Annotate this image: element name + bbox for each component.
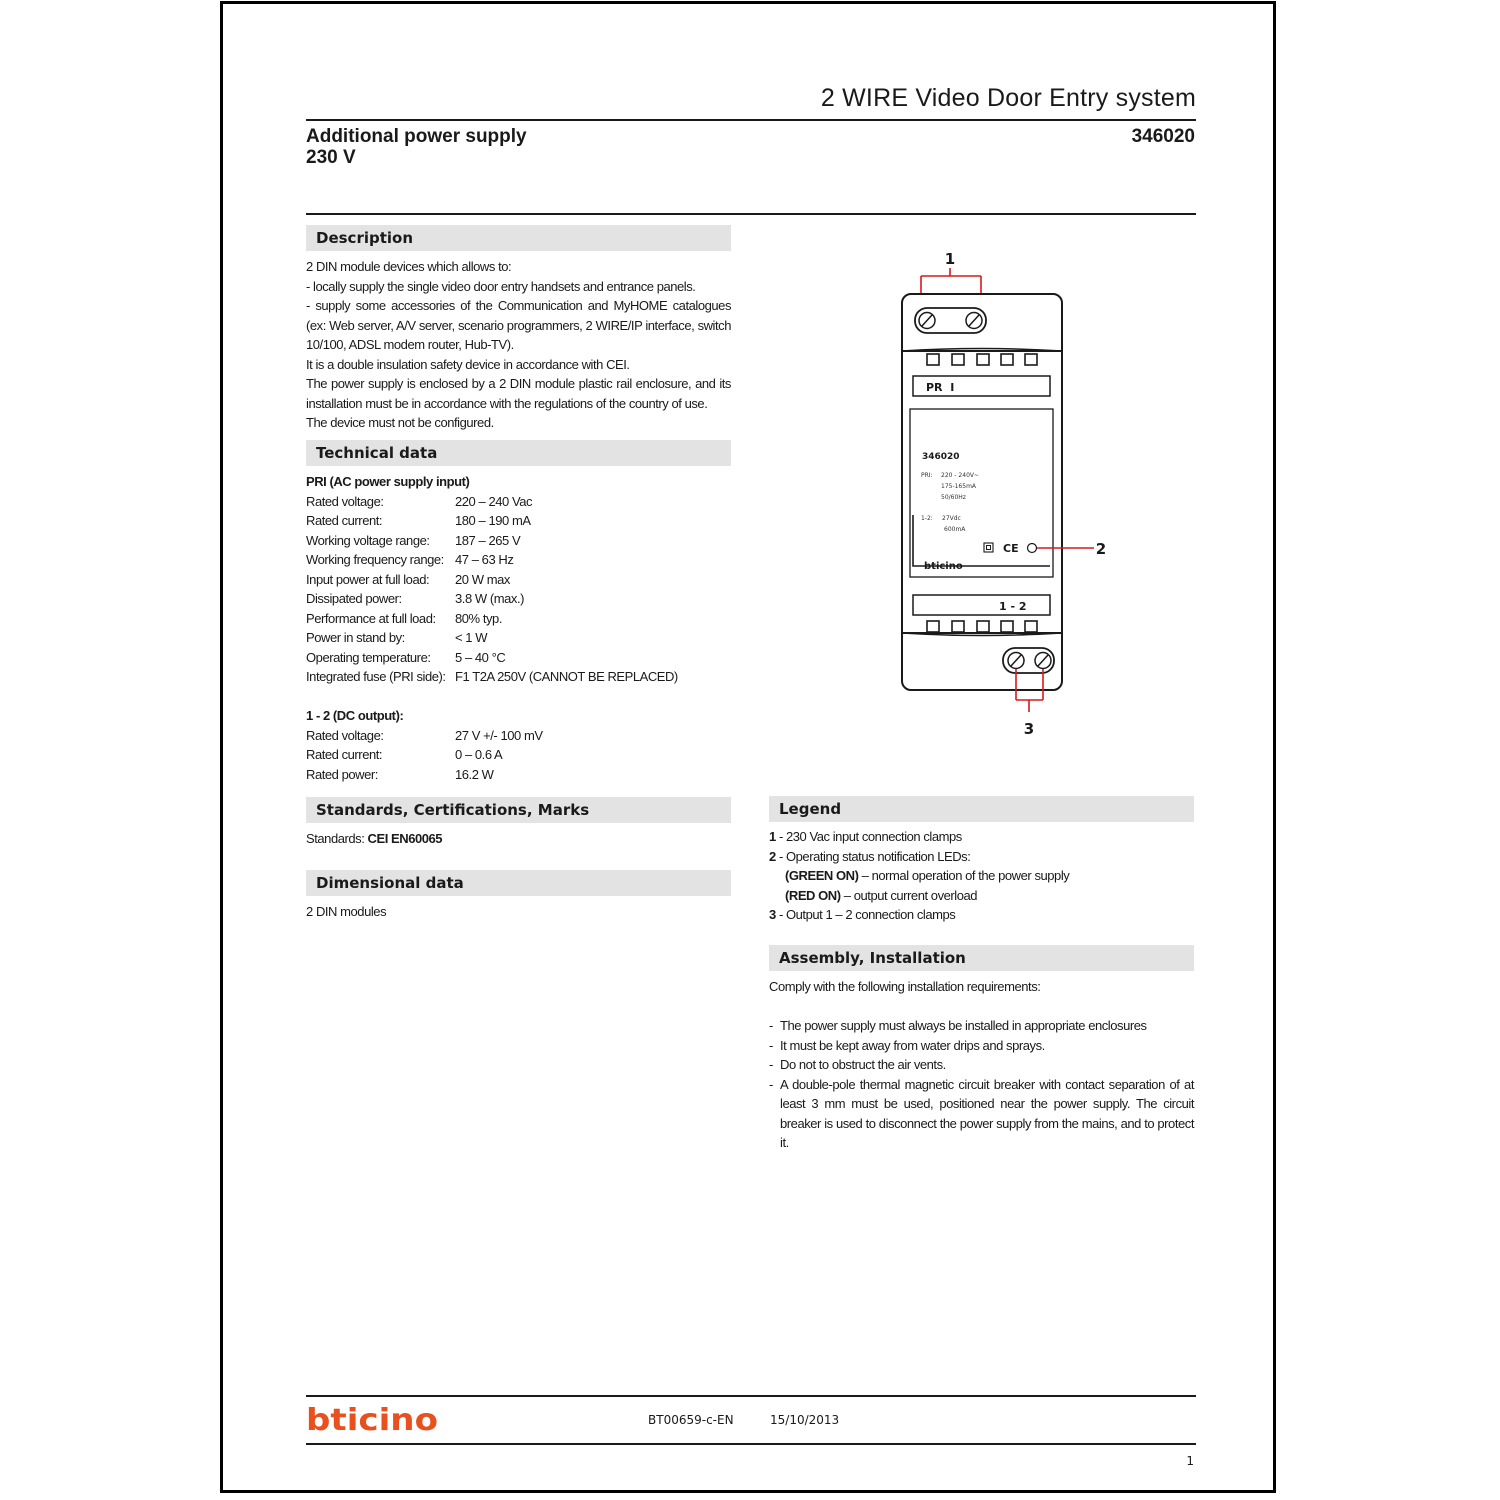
callout-2-number: 2 bbox=[1095, 540, 1107, 558]
assembly-bullet bbox=[769, 1075, 1194, 1153]
spec-label: Rated current: bbox=[306, 513, 383, 528]
legend-item-3 bbox=[769, 905, 1194, 925]
rating-out-key: 1-2: bbox=[921, 515, 933, 522]
page-number: 1 bbox=[1186, 1454, 1194, 1468]
standards-label: Standards: bbox=[306, 831, 365, 846]
top-terminal-label: PR I bbox=[926, 381, 955, 394]
bticino-logo bbox=[306, 1406, 438, 1434]
spec-row bbox=[306, 531, 731, 551]
legend-text: - Operating status notification LEDs: bbox=[775, 848, 971, 864]
spec-value: 5 – 40 °C bbox=[455, 649, 506, 665]
bullet-text: It must be kept away from water drips and sprays. bbox=[780, 1037, 1045, 1053]
description-line: The power supply is enclosed by a 2 DIN module plastic rail enclosure, and its installation must be in accordance with the regulations of the country of use. bbox=[306, 376, 731, 411]
vent-slot bbox=[952, 354, 964, 365]
spec-value: F1 T2A 250V (CANNOT BE REPLACED) bbox=[455, 669, 678, 684]
vent-slot bbox=[1001, 621, 1013, 632]
legend-text: - Output 1 – 2 connection clamps bbox=[775, 907, 956, 922]
legend-num: 1 bbox=[769, 829, 776, 844]
rating-pri-frequency: 50/60Hz bbox=[941, 494, 966, 501]
status-led-icon bbox=[1028, 544, 1037, 553]
spec-value: < 1 W bbox=[455, 630, 488, 645]
spec-row bbox=[306, 511, 731, 531]
spacer bbox=[306, 687, 731, 707]
rating-pri-key: PRI: bbox=[921, 472, 933, 479]
legend-num: 3 bbox=[769, 907, 776, 922]
spec-label: Operating temperature: bbox=[306, 649, 431, 665]
ce-mark: CE bbox=[1003, 542, 1019, 555]
footer-rule-top bbox=[306, 1395, 1196, 1397]
section-rule bbox=[306, 213, 1196, 215]
standards-body bbox=[306, 829, 731, 849]
legend-red bbox=[769, 886, 1194, 906]
spec-row bbox=[306, 609, 731, 629]
bullet-text: Do not to obstruct the air vents. bbox=[780, 1057, 946, 1072]
spec-label: Rated voltage: bbox=[306, 493, 384, 509]
product-name-line2: 230 V bbox=[306, 147, 356, 168]
dash-glyph: - bbox=[769, 1057, 773, 1072]
spec-label: Power in stand by: bbox=[306, 630, 405, 645]
vent-slot bbox=[977, 354, 989, 365]
callout-3-number: 3 bbox=[1023, 720, 1035, 738]
legend-red-label: (RED ON) bbox=[785, 887, 841, 903]
bottom-terminal-label: 1 - 2 bbox=[999, 600, 1027, 613]
spec-value: 47 – 63 Hz bbox=[455, 552, 514, 567]
bottom-terminal-label-box bbox=[913, 595, 1050, 615]
spec-label: Performance at full load: bbox=[306, 610, 436, 626]
spec-value: 180 – 190 mA bbox=[455, 513, 531, 528]
rating-pri-voltage: 220 - 240V~ bbox=[941, 472, 980, 479]
dash-glyph: - bbox=[769, 1037, 773, 1053]
spec-label: Input power at full load: bbox=[306, 571, 430, 587]
legend-body bbox=[769, 827, 1194, 925]
spec-label: Integrated fuse (PRI side): bbox=[306, 669, 446, 684]
technical-body bbox=[306, 472, 731, 784]
legend-text: - 230 Vac input connection clamps bbox=[775, 829, 962, 844]
product-code: 346020 bbox=[1131, 126, 1195, 147]
spec-row bbox=[306, 550, 731, 570]
rating-code: 346020 bbox=[922, 452, 960, 462]
spec-value: 3.8 W (max.) bbox=[455, 591, 524, 606]
spec-value: 220 – 240 Vac bbox=[455, 493, 533, 509]
legend-green-label: (GREEN ON) bbox=[785, 868, 859, 883]
spec-label: Rated current: bbox=[306, 747, 383, 762]
dimensional-heading: Dimensional data bbox=[306, 870, 731, 896]
power-supply-diagram bbox=[880, 240, 1120, 750]
top-screw-strip bbox=[915, 308, 986, 333]
vent-slot bbox=[927, 621, 939, 632]
description-line: 2 DIN module devices which allows to: bbox=[306, 259, 512, 274]
header-rule bbox=[306, 119, 1196, 121]
spec-row bbox=[306, 570, 731, 590]
spec-label: Rated voltage: bbox=[306, 727, 384, 743]
assembly-heading: Assembly, Installation bbox=[769, 945, 1194, 971]
spec-label: Working frequency range: bbox=[306, 552, 444, 567]
vent-slot bbox=[1001, 354, 1013, 365]
dash-glyph: - bbox=[769, 1076, 773, 1092]
legend-item-1 bbox=[769, 827, 1194, 847]
product-name bbox=[306, 126, 527, 168]
description-line: - locally supply the single video door entry handsets and entrance panels. bbox=[306, 278, 696, 294]
spec-row bbox=[306, 667, 731, 687]
bottom-screw-strip bbox=[1003, 648, 1054, 673]
callout-1-number: 1 bbox=[944, 250, 956, 268]
legend-red-text: – output current overload bbox=[840, 887, 978, 903]
logo-text: bticino bbox=[306, 1406, 438, 1434]
dash-glyph: - bbox=[769, 1018, 773, 1033]
dimensional-text: 2 DIN modules bbox=[306, 904, 387, 919]
assembly-bullet bbox=[769, 1055, 1194, 1075]
assembly-bullet bbox=[769, 1016, 1194, 1036]
legend-heading: Legend bbox=[769, 796, 1194, 822]
vent-slot bbox=[1025, 621, 1037, 632]
legend-green bbox=[769, 866, 1194, 886]
description-heading: Description bbox=[306, 225, 731, 251]
description-line: The device must not be configured. bbox=[306, 415, 494, 430]
standards-value: CEI EN60065 bbox=[367, 831, 443, 846]
document-date: 15/10/2013 bbox=[770, 1413, 840, 1427]
spec-row bbox=[306, 765, 731, 785]
spec-row bbox=[306, 648, 731, 668]
legend-item-2 bbox=[769, 847, 1194, 867]
spec-row bbox=[306, 726, 731, 746]
device-brand: bticino bbox=[924, 561, 963, 572]
pri-title: PRI (AC power supply input) bbox=[306, 474, 470, 489]
assembly-body bbox=[769, 977, 1194, 1153]
bullet-text: The power supply must always be installed in appropriate enclosures bbox=[780, 1018, 1147, 1033]
vent-slot bbox=[927, 354, 939, 365]
vent-slot bbox=[1025, 354, 1037, 365]
description-line: - supply some accessories of the Communication and MyHOME catalogues (ex: Web server, A/V server, scenario programmers, 2 WIRE/IP interface, switch 10/100, ADSL modem router, Hub-TV). bbox=[306, 298, 731, 352]
spec-label: Working voltage range: bbox=[306, 532, 430, 548]
system-title: 2 WIRE Video Door Entry system bbox=[820, 84, 1196, 112]
spec-label: Rated power: bbox=[306, 766, 378, 782]
spec-value: 80% typ. bbox=[455, 610, 502, 626]
description-line: It is a double insulation safety device in accordance with CEI. bbox=[306, 356, 630, 372]
standards-heading: Standards, Certifications, Marks bbox=[306, 797, 731, 823]
spec-value: 16.2 W bbox=[455, 766, 494, 782]
spec-value: 27 V +/- 100 mV bbox=[455, 727, 543, 743]
vent-slot bbox=[977, 621, 989, 632]
spec-value: 0 – 0.6 A bbox=[455, 747, 503, 762]
spec-row bbox=[306, 628, 731, 648]
description-body bbox=[306, 257, 731, 433]
spec-value: 20 W max bbox=[455, 571, 510, 587]
rating-out-current: 600mA bbox=[944, 526, 966, 533]
legend-num: 2 bbox=[769, 848, 776, 864]
document-code: BT00659-c-EN bbox=[648, 1413, 734, 1427]
dc-title: 1 - 2 (DC output): bbox=[306, 708, 404, 723]
assembly-intro: Comply with the following installation requirements: bbox=[769, 979, 1041, 994]
assembly-bullet bbox=[769, 1036, 1194, 1056]
bullet-text: A double-pole thermal magnetic circuit breaker with contact separation of at least 3 mm must be used, positioned near the power supply. The circuit breaker is used to disconnect the power supply from the mains, and to protect it. bbox=[780, 1076, 1194, 1150]
legend-green-text: – normal operation of the power supply bbox=[858, 868, 1070, 883]
technical-heading: Technical data bbox=[306, 440, 731, 466]
rating-pri-current: 175-165mA bbox=[941, 483, 977, 490]
vent-slot bbox=[952, 621, 964, 632]
spec-row bbox=[306, 745, 731, 765]
spacer bbox=[769, 997, 1194, 1017]
rating-out-voltage: 27Vdc bbox=[942, 515, 961, 522]
footer-rule-bottom bbox=[306, 1443, 1196, 1445]
spec-label: Dissipated power: bbox=[306, 591, 402, 606]
spec-row bbox=[306, 492, 731, 512]
product-name-line1: Additional power supply bbox=[306, 126, 527, 147]
spec-row bbox=[306, 589, 731, 609]
spec-value: 187 – 265 V bbox=[455, 532, 521, 548]
